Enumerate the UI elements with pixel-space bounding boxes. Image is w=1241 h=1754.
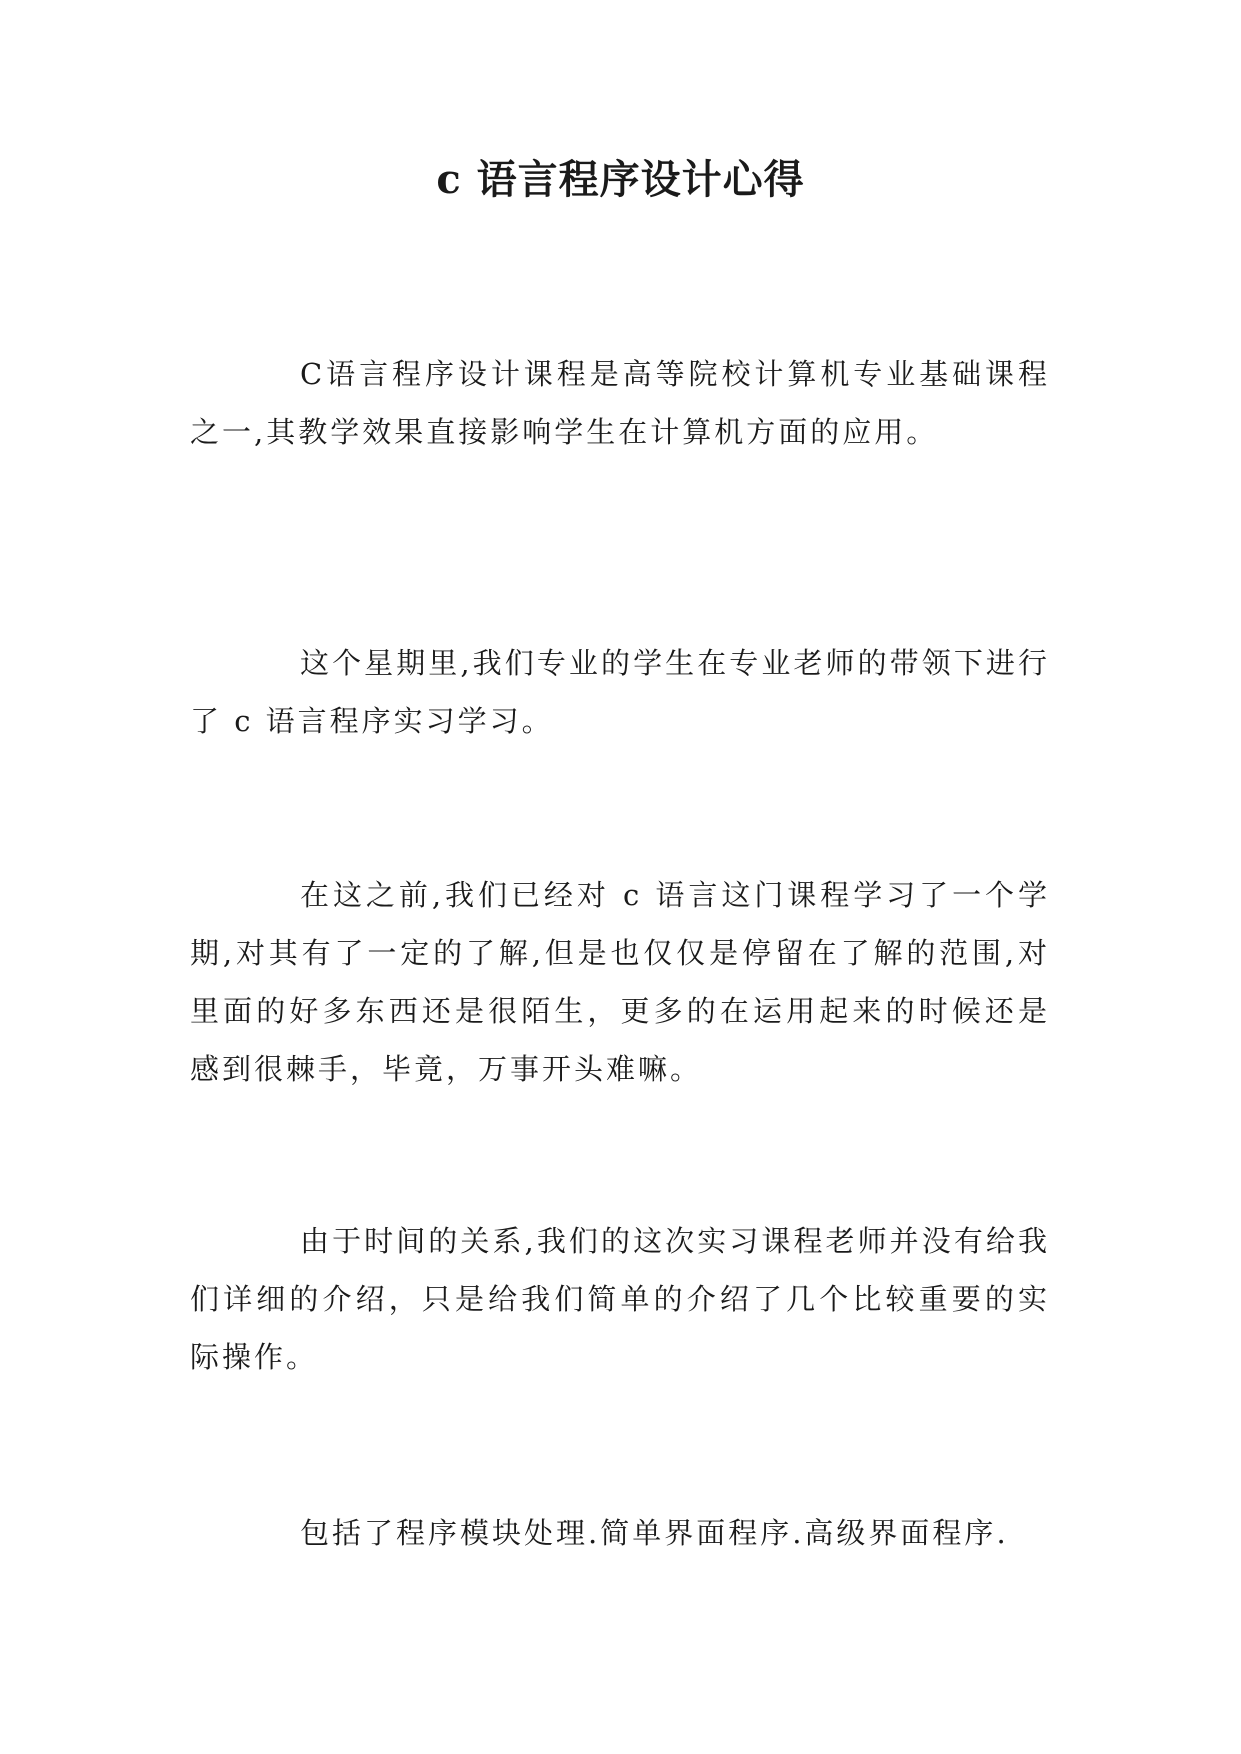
paragraph-includes: 包括了程序模块处理.简单界面程序.高级界面程序.: [300, 1516, 1009, 1550]
document-title: c 语言程序设计心得: [436, 156, 805, 203]
paragraph-intro: C语言程序设计课程是高等院校计算机专业基础课程之一,其教学效果直接影响学生在计算机方面的应用。: [190, 357, 1050, 449]
paragraph-this-week: 这个星期里,我们专业的学生在专业老师的带领下进行了 c 语言程序实习学习。: [190, 646, 1050, 738]
paragraph-before: 在这之前,我们已经对 c 语言这门课程学习了一个学期,对其有了一定的了解,但是也仅仅是停留在了解的范围,对里面的好多东西还是很陌生，更多的在运用起来的时候还是感到很棘手，毕竟，万事开头难嘛。: [190, 878, 1050, 1086]
paragraph-time: 由于时间的关系,我们的这次实习课程老师并没有给我们详细的介绍，只是给我们简单的介绍了几个比较重要的实际操作。: [190, 1224, 1050, 1374]
